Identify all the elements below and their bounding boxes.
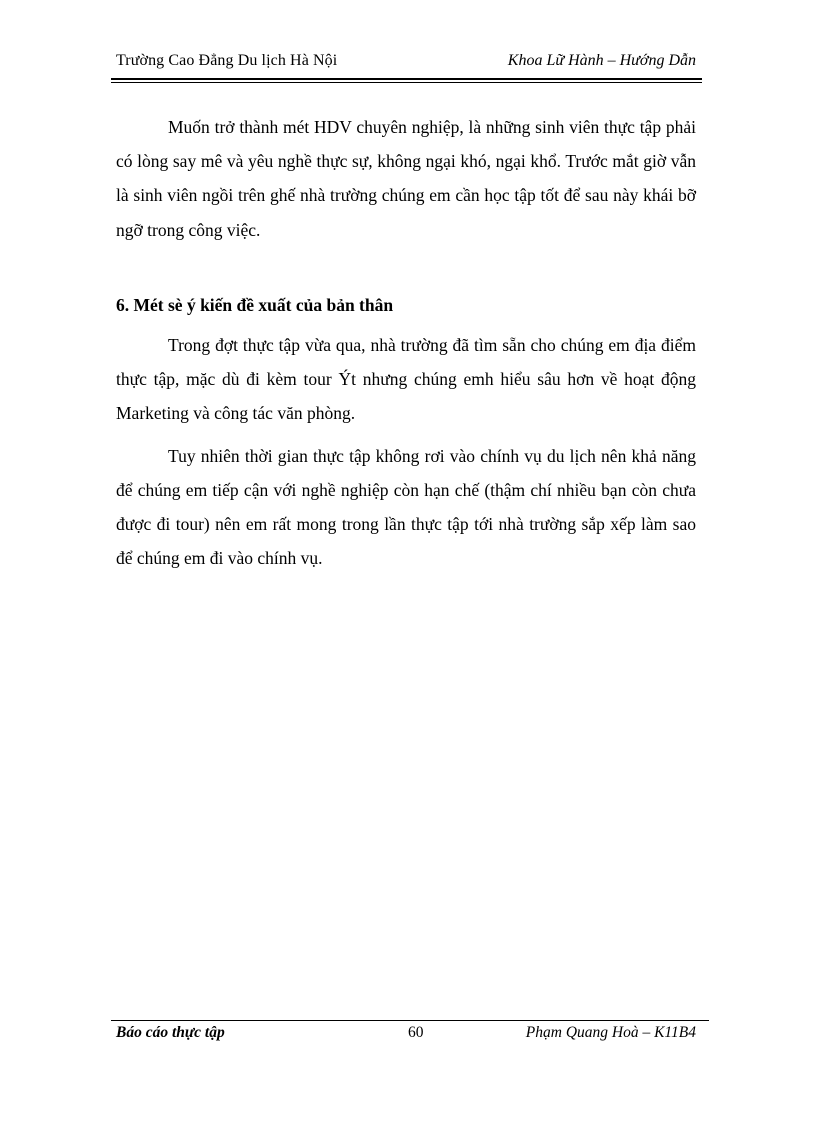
- page-body: [116, 110, 696, 575]
- body-paragraph: Tuy nhiên thời gian thực tập không rơi vào chính vụ du lịch nên khả năng để chúng em tiếp cận với nghề nghiệp còn hạn chế (thậm chí nhiều bạn còn chưa được đi tour) nên em rất mong trong lần thực tập tới nhà trường sắp xếp làm sao để chúng em đi vào chính vụ.: [116, 445, 696, 569]
- footer-report-title: Báo cáo thực tập: [116, 1024, 225, 1041]
- section-heading: 6. Mét sè ý kiến đề xuất của bản thân: [116, 294, 394, 315]
- footer-divider: [111, 1020, 709, 1021]
- page-number: 60: [408, 1024, 424, 1041]
- page-footer: [116, 1024, 696, 1046]
- header-department: Khoa Lữ Hành – Hướng Dẫn: [507, 52, 696, 69]
- body-paragraph: Muốn trở thành mét HDV chuyên nghiệp, là những sinh viên thực tập phải có lòng say mê và yêu nghề thực sự, không ngại khó, ngại khổ. Trước mắt giờ vẫn là sinh viên ngồi trên ghế nhà trường chúng em cần học tập tốt để sau này khái bỡ ngỡ trong công việc.: [116, 117, 696, 240]
- footer-author: Phạm Quang Hoà – K11B4: [525, 1024, 696, 1041]
- page-header: [116, 52, 696, 74]
- header-school-name: Trường Cao Đẳng Du lịch Hà Nội: [116, 52, 338, 69]
- header-divider: [111, 78, 702, 83]
- body-paragraph: Trong đợt thực tập vừa qua, nhà trường đã tìm sẵn cho chúng em địa điểm thực tập, mặc dù đi kèm tour Ýt nhưng chúng emh hiểu sâu hơn về hoạt động Marketing và công tác văn phòng.: [116, 335, 696, 424]
